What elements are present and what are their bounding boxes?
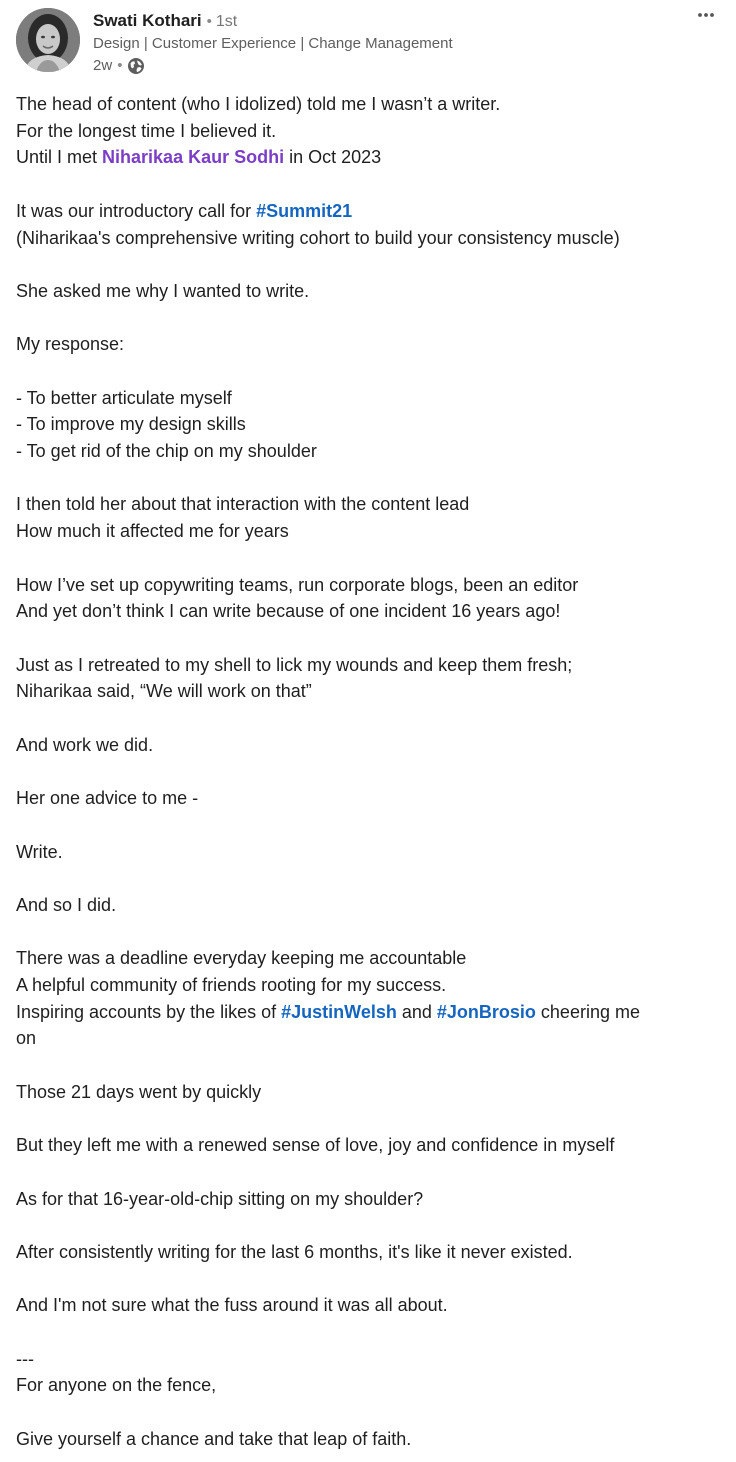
post-line <box>16 198 706 225</box>
blank-line <box>16 1106 706 1133</box>
author-line <box>93 10 453 33</box>
post-line: And work we did. <box>16 734 154 755</box>
post-line: And yet don’t think I can write because of one incident 16 years ago! <box>16 601 561 622</box>
post-header <box>16 8 720 78</box>
blank-line <box>16 1399 706 1426</box>
blank-line <box>16 1159 706 1186</box>
text-segment: cheering me <box>535 1001 640 1022</box>
avatar-photo <box>16 8 80 72</box>
blank-line <box>16 1052 706 1079</box>
post-line: Those 21 days went by quickly <box>16 1081 262 1102</box>
post-time[interactable]: 2w <box>93 57 113 74</box>
blank-line <box>16 865 706 892</box>
text-segment: Until I met <box>16 147 103 168</box>
author-block <box>93 10 453 77</box>
post-line: But they left me with a renewed sense of love, joy and confidence in myself <box>16 1135 615 1156</box>
post-line: - To improve my design skills <box>16 414 246 435</box>
hashtag-link[interactable]: #Summit21 <box>256 200 353 221</box>
post-text <box>16 91 706 1453</box>
blank-line <box>16 625 706 652</box>
post-line <box>16 144 706 171</box>
post-line: The head of content (who I idolized) told me I wasn’t a writer. <box>16 94 501 114</box>
post-line: How I’ve set up copywriting teams, run corporate blogs, been an editor <box>16 574 579 595</box>
post-line: Niharikaa said, “We will work on that” <box>16 681 312 702</box>
globe-icon <box>127 57 145 75</box>
post-line: - To get rid of the chip on my shoulder <box>16 441 317 462</box>
blank-line <box>16 919 706 946</box>
text-segment: Inspiring accounts by the likes of <box>16 1001 282 1022</box>
post-line: For the longest time I believed it. <box>16 120 277 141</box>
degree-separator: • <box>206 13 212 30</box>
blank-line <box>16 545 706 572</box>
post-line: And I'm not sure what the fuss around it was all about. <box>16 1295 448 1316</box>
post-line: She asked me why I wanted to write. <box>16 280 310 301</box>
post-line: Her one advice to me - <box>16 788 199 809</box>
blank-line <box>16 358 706 385</box>
blank-line <box>16 758 706 785</box>
blank-line <box>16 465 706 492</box>
post-line: My response: <box>16 334 125 355</box>
meta-separator: • <box>117 57 123 74</box>
text-segment: and <box>396 1001 437 1022</box>
more-horizontal-icon <box>692 8 720 26</box>
post-line: As for that 16-year-old-chip sitting on my shoulder? <box>16 1188 424 1209</box>
post-line: (Niharikaa's comprehensive writing cohort to build your consistency muscle) <box>16 227 620 248</box>
post-line: Write. <box>16 841 63 862</box>
blank-line <box>16 1319 706 1346</box>
blank-line <box>16 171 706 198</box>
post-line: How much it affected me for years <box>16 521 289 542</box>
post-line: --- <box>16 1348 34 1369</box>
post-line: For anyone on the fence, <box>16 1375 217 1396</box>
text-segment: It was our introductory call for <box>16 200 257 221</box>
blank-line <box>16 705 706 732</box>
post-line: After consistently writing for the last 6 months, it's like it never existed. <box>16 1241 573 1262</box>
post-line: on <box>16 1028 37 1049</box>
mention-link[interactable]: Niharikaa Kaur Sodhi <box>102 147 285 168</box>
author-name[interactable]: Swati Kothari <box>93 11 202 30</box>
post-line: - To better articulate myself <box>16 387 232 408</box>
post-line: I then told her about that interaction with the content lead <box>16 494 470 515</box>
post-line: There was a deadline everyday keeping me accountable <box>16 948 467 969</box>
post-line <box>16 999 706 1026</box>
more-options-button[interactable] <box>692 8 720 26</box>
author-headline: Design | Customer Experience | Change Management <box>93 35 453 52</box>
connection-degree: 1st <box>215 13 238 30</box>
avatar[interactable] <box>16 8 80 72</box>
blank-line <box>16 305 706 332</box>
post-meta <box>93 55 453 77</box>
post-line: Give yourself a chance and take that leap of faith. <box>16 1428 412 1449</box>
post-line: Just as I retreated to my shell to lick my wounds and keep them fresh; <box>16 654 573 675</box>
blank-line <box>16 812 706 839</box>
hashtag-link[interactable]: #JustinWelsh <box>281 1001 397 1022</box>
blank-line <box>16 1266 706 1293</box>
post-line: A helpful community of friends rooting for my success. <box>16 975 447 996</box>
text-segment: in Oct 2023 <box>284 147 382 168</box>
blank-line <box>16 251 706 278</box>
post-line: And so I did. <box>16 894 117 915</box>
blank-line <box>16 1212 706 1239</box>
hashtag-link[interactable]: #JonBrosio <box>436 1001 536 1022</box>
